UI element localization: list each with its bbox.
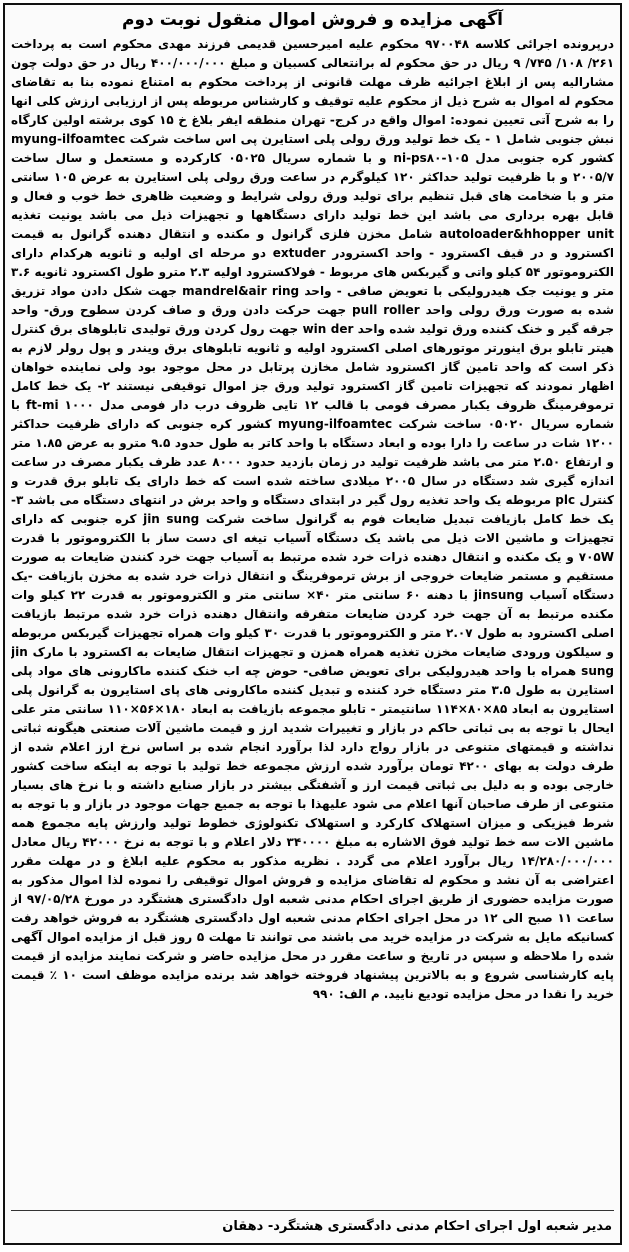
notice-body: درپرونده اجرائی کلاسه ۹۷۰۰۴۸ محکوم علیه امیرحسین قدیمی فرزند مهدی محکوم است به پرداخت ۲۶۱/ ۱۰۸/ ۷۴۵/ ۹ ریال در حق محکوم له برانتعالی کسبیان و مبلغ ۴۰۰/۰۰۰/۰۰۰ ریال در حق دولت چون مشارالیه پس از ابلاغ اجرائیه ظرف مهلت قانونی از پرداخت محکوم به امتناع نموده بنا به تقاضای محکوم له اموال به شرح ذیل از محکوم علیه توقیف و کارشناس مربوطه پس از ارزیابی ارزش کلی انها را به شرح آتی تعیین نموده: اموال واقع در کرج- تهران منطقه ایفر بلاغ خ ۱۵ کوی برشته اولین کارگاه نبش جنوبی شامل ۱ - یک خط تولید ورق رولی پلی استایرن پی اس ساخت شرکت myung-ilfoamtec کشور کره جنوبی مدل ni-ps۸۰-۱۰۵ و با شماره سریال ۰۵۰۲۵ کارکرده و مستعمل و سال ساخت ۲۰۰۵/۷ و با ظرفیت تولید حداکثر ۱۲۰ کیلوگرم در ساعت ورق رولی پلی استایرن به عرض ۱۰۵ سانتی متر و با ضخامت های قبل تنظیم برای تولید ورق رولی شرایط و وضعیت ظاهری خط خوب و فعال و قابل بهره برداری می باشد این خط تولید دارای دستگاهها و تجهیزات ذیل می باشد یونیت تغذیه autoloader&hhopper unit شامل مخزن فلزی گرانول و مکنده و انتقال دهنده گرانول به قیمت اکسترود و در قیف اکسترود - واحد اکسترودر extuder دو مرحله ای اولیه و ثانویه هرکدام دارای الکتروموتور ۵۴ کیلو واتی و گیربکس های مربوط - فولاکسترود اولیه ۲.۳ مترو طول اکسترود ثانویه ۳.۶ متر و یونیت جک هیدرولیکی با تعویض صافی - واحد mandrel&air ring جهت شکل دادن مواد تزریق شده به صورت ورق رولی واحد pull roller جهت حرکت دادن ورق و صاف کردن سطوح ورق- واحد جرقه گیر و خنک کننده ورق تولید شده واحد win der جهت رول کردن ورق تولیدی تابلوهای برق کنترل هیتر تابلو برق اینورتر موتورهای اصلی اکسترود اولیه و ثانویه تابلوهای برق ویندر و پول رولر لازم به ذکر است که واحد تامین گاز اکسترود شامل مخازن پرتابل در محل موجود بود ولی نماینده خواهان اظهار نمودند که تجهیزات تامین گاز اکسترود تولید ورق جز اموال توقیفی نیستند ۲- یک خط کامل ترموفرمینگ ظروف یکبار مصرف فومی با قالب ۱۲ تایی ظروف درب دار فومی مدل ft-mi ۱۰۰۰ با شماره سریال ۰۵۰۲۰ ساخت شرکت myung-ilfoamtec کشور کره جنوبی که دارای ظرفیت حداکثر ۱۲۰۰ شات در ساعت را دارا بوده و ابعاد دستگاه با واحد کاتر به طول حدود ۹.۵ مترو به عرض ۱.۸۵ متر و ارتفاع ۲.۵۰ متر می باشد ظرفیت تولید در زمان بازدید حدود ۸۰۰۰ عدد ظرف یکبار مصرف در ساعت اندازه گیری شد دستگاه در سال ۲۰۰۵ میلادی ساخته شده است که خط دارای یک تابلو برق قدرت و کنترل plc مربوطه یک واحد تغذیه رول گیر در ابتدای دستگاه و واحد برش در انتهای دستگاه می باشد ۳- یک خط کامل بازیافت تبدیل ضایعات فوم به گرانول ساخت شرکت jin sung کره جنوبی که دارای تجهیزات و ماشین الات ذیل می باشد یک دستگاه آسیاب تیغه ای دست ساز با الکتروموتور با قدرت ۷۰۵W و یک مکنده و انتقال دهنده ذرات خرد شده مرتبط به آسیاب جهت خرد کنندن ضایعات به صورت مستقیم و مستمر ضایعات خروجی از برش ترموفرینگ و انتقال ذرات خرد شده به مخزن بازیافت -یک دستگاه آسیاب jinsung با دهنه ۶۰ سانتی متر ۴۰× سانتی متر و الکتروموتور به قدرت ۲۲ کیلو وات مکنده مرتبط به آن جهت خرد کردن ضایعات متفرقه وانتقال دهنده ذرات خرد شده مرتبط بازیافت اصلی اکسترود به طول ۲.۰۷ متر و الکتروموتور با قدرت ۳۰ کیلو وات همراه تجهیزات گیربکس مربوطه و سیلکون ورودی ضایعات مخزن تغذیه همراه همزن و تجهیزات انتقال ضایعات به اکسترود با مارک jin sung همراه با واحد هیدرولیکی برای تعویض صافی- حوض چه اب خنک کننده ماکارونی های مواد پلی استایرن به طول ۳.۵ متر دستگاه خرد کننده و تبدیل کننده ماکارونی های پای استایرون به گرانول پلی استایرون به ابعاد ۸۵×۸۰×۱۱۴ سانتیمتر - تابلو مجموعه بازیافت به ابعاد ۱۸۰×۵۶×۱۱۰ سانتی متر علی ایحال با توجه به بی ثباتی حاکم در بازار و تغییرات شدید ارز و قیمت ماشین آلات صنعتی هیگونه ثباتی نداشته و قیمتهای متنوعی در بازار رواج دارد لذا برآورد انجام شده بر اساس نرخ ارز اعلام شده از طرف دولت به بهای ۴۲۰۰ تومان برآورد شده ارزش مجموعه خط تولید با توجه به اینکه ساخت کشور خارجی بوده و به دلیل بی ثباتی قیمت ارز و آشفتگی بیشتر در بازار صنایع داشته و با نرخ های بسیار متنوعی از طرف صاحبان آنها اعلام می شود علیهذا با توجه به جمیع جهات موجود در بازار و با توجه به شرط فیزیکی و میزان استهلاک کارکرد و استهلاک تکنولوژی خطوط تولید وارزش پایه مجموع همه ماشین الات سه خط تولید فوق الاشاره به مبلغ ۳۴۰۰۰۰ دلار اعلام و با توجه به نرخ ۴۲۰۰۰ ریال معادل ۱۴/۲۸۰/۰۰۰/۰۰۰ ریال برآورد اعلام می گردد . نظریه مذکور به محکوم علیه ابلاغ و در مهلت مقرر اعتراضی به آن نشد و محکوم له تقاضای مزایده و فروش اموال توقیفی را نموده لذا اموال مذکور به صورت مزایده حضوری از طریق اجرای احکام مدنی شعبه اول دادگستری هشتگرد در مورخ ۹۷/۰۵/۲۸ از ساعت ۱۱ صبح الی ۱۲ در محل اجرای احکام مدنی شعبه اول دادگستری هشتگرد به فروش خواهد رفت کسانیکه مایل به شرکت در مزایده خرید می باشند می توانند تا مهلت ۵ روز قبل از مزایده اموال آگهی شده را ملاحظه و سپس در تاریخ و ساعت مقرر در محل مزایده حاضر و شرکت نمایند مزایده از قیمت پایه کارشناسی شروع و به بالاترین پیشنهاد فروخته خواهد شد برنده مزایده موظف است ۱۰ ٪ قیمت خرید را نقدا در محل مزایده تودیع نایید. م الف: ۹۹۰ [11,37,614,1001]
notice-signature: مدیر شعبه اول اجرای احکام مدنی دادگستری هشتگرد- دهقان [222,1219,612,1234]
notice-title: آگهی مزایده و فروش اموال منقول نوبت دوم [122,10,503,30]
footer-divider [11,1210,614,1211]
notice-frame [3,3,622,1245]
